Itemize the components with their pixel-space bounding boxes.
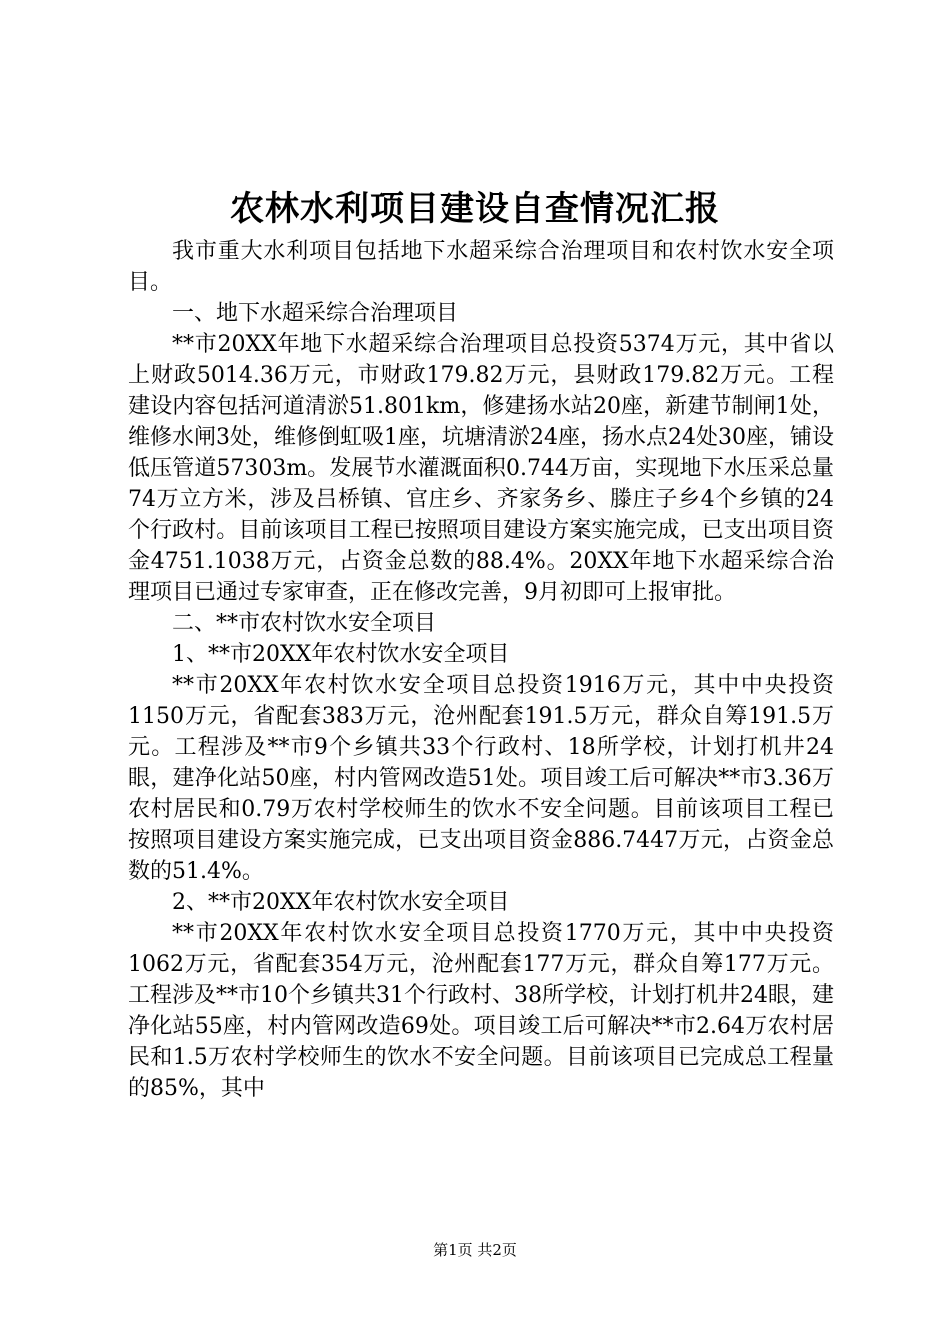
subsection-heading-1: 1、**市20XX年农村饮水安全项目 (172, 642, 510, 667)
paragraph-drinking-water-1: **市20XX年农村饮水安全项目总投资1916万元，其中中央投资1150万元，省配套383万元，沧州配套191.5万元，群众自筹191.5万元。工程涉及**市9个乡镇共33个行政村、18所学校，计划打机井24眼，建净化站50座，村内管网改造51处。项目竣工后可解决**市3.36万农村居民和0.79万农村学校师生的饮水不安全问题。目前该项目工程已按照项目建设方案实施完成，已支出项目资金886.7447万元，占资金总数的51.4%。 (128, 673, 834, 884)
subsection-heading-2: 2、**市20XX年农村饮水安全项目 (172, 890, 510, 915)
paragraph-drinking-water-2: **市20XX年农村饮水安全项目总投资1770万元，其中中央投资1062万元，省配套354万元，沧州配套177万元，群众自筹177万元。工程涉及**市10个乡镇共31个行政村、38所学校，计划打机井24眼，建净化站55座，村内管网改造69处。项目竣工后可解决**市2.64万农村居民和1.5万农村学校师生的饮水不安全问题。目前该项目已完成总工程量的85%，其中 (128, 921, 834, 1101)
document-title: 农林水利项目建设自查情况汇报 (230, 189, 720, 229)
paragraph-groundwater: **市20XX年地下水超采综合治理项目总投资5374万元，其中省以上财政5014.36万元，市财政179.82万元，县财政179.82万元。工程建设内容包括河道清淤51.801km，修建扬水站20座，新建节制闸1处，维修水闸3处，维修倒虹吸1座，坑塘清淤24座，扬水点24处30座，铺设低压管道57303m。发展节水灌溉面积0.744万亩，实现地下水压采总量74万立方米，涉及吕桥镇、官庄乡、齐家务乡、滕庄子乡4个乡镇的24个行政村。目前该项目工程已按照项目建设方案实施完成，已支出项目资金4751.1038万元，占资金总数的88.4%。20XX年地下水超采综合治理项目已通过专家审查，正在修改完善，9月初即可上报审批。 (128, 332, 834, 605)
section-heading-drinking-water: 二、**市农村饮水安全项目 (172, 611, 437, 636)
section-heading-groundwater: 一、地下水超采综合治理项目 (172, 301, 459, 326)
paragraph-intro: 我市重大水利项目包括地下水超采综合治理项目和农村饮水安全项目。 (128, 239, 834, 295)
document-body (128, 236, 834, 1104)
page-number-footer: 第1页 共2页 (433, 1241, 517, 1259)
